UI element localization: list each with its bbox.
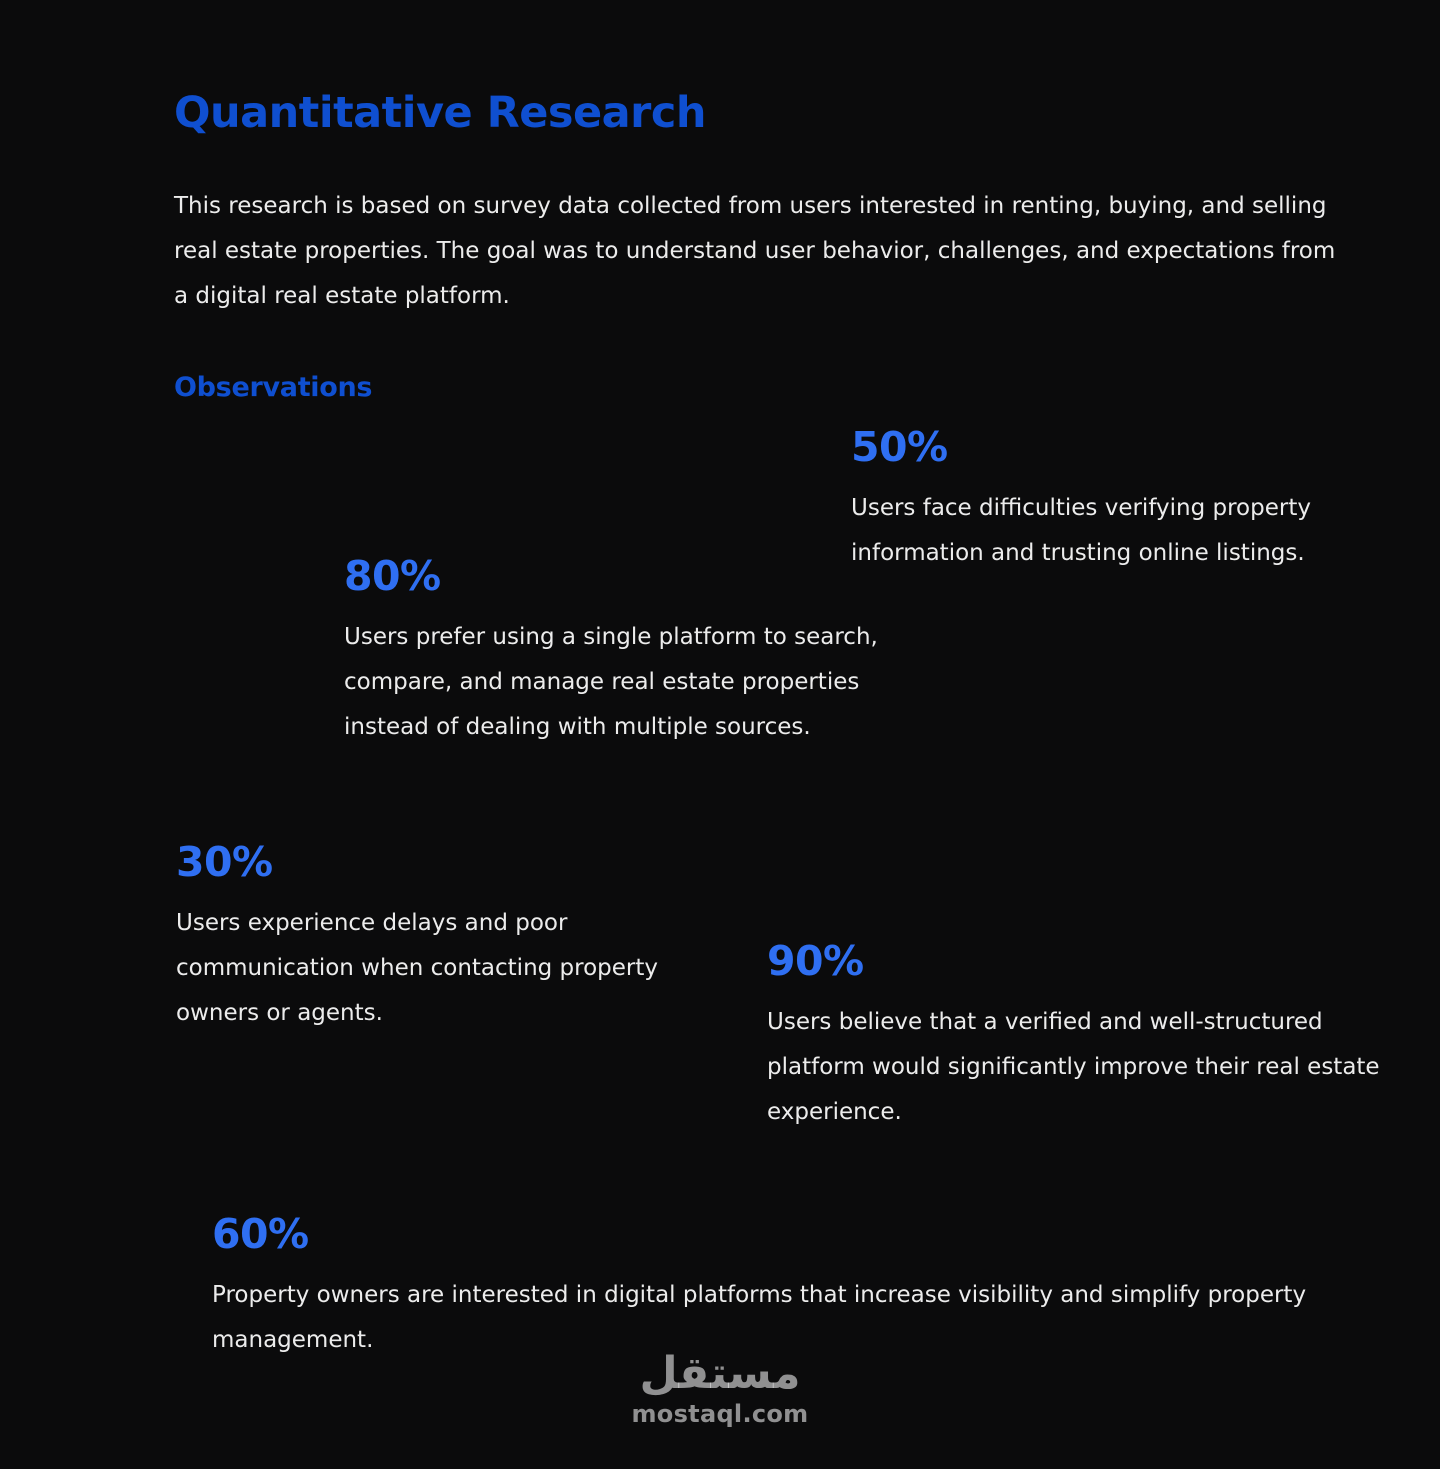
observation-value: 50% — [851, 423, 948, 471]
observation-90 — [767, 936, 1387, 1135]
watermark-domain: mostaql.com — [631, 1400, 809, 1428]
watermark-arabic: مستقل — [639, 1348, 801, 1399]
observations-heading: Observations — [174, 372, 373, 403]
observation-text: Users believe that a verified and well-structured platform would significantly improve their real estate experience. — [767, 1009, 1380, 1125]
observation-value: 60% — [212, 1210, 309, 1258]
observation-60 — [212, 1209, 1332, 1363]
observation-text: Users face difficulties verifying property information and trusting online listings. — [851, 495, 1311, 566]
observation-text: Users experience delays and poor communication when contacting property owners or agents. — [176, 910, 659, 1026]
observation-30 — [176, 837, 736, 1036]
observation-value: 80% — [344, 552, 441, 600]
observation-80 — [344, 551, 944, 750]
observation-text: Users prefer using a single platform to search, compare, and manage real estate properties instead of dealing with multiple sources. — [344, 624, 878, 740]
page-title: Quantitative Research — [174, 88, 706, 138]
observation-value: 90% — [767, 937, 864, 985]
intro-paragraph: This research is based on survey data collected from users interested in renting, buying, and selling real estate properties. The goal was to understand user behavior, challenges, and expectations from a digital real estate platform. — [174, 193, 1336, 309]
observation-text: Property owners are interested in digital platforms that increase visibility and simplify property management. — [212, 1282, 1307, 1353]
observation-value: 30% — [176, 838, 273, 886]
mostaql-watermark-logo — [620, 1348, 820, 1428]
